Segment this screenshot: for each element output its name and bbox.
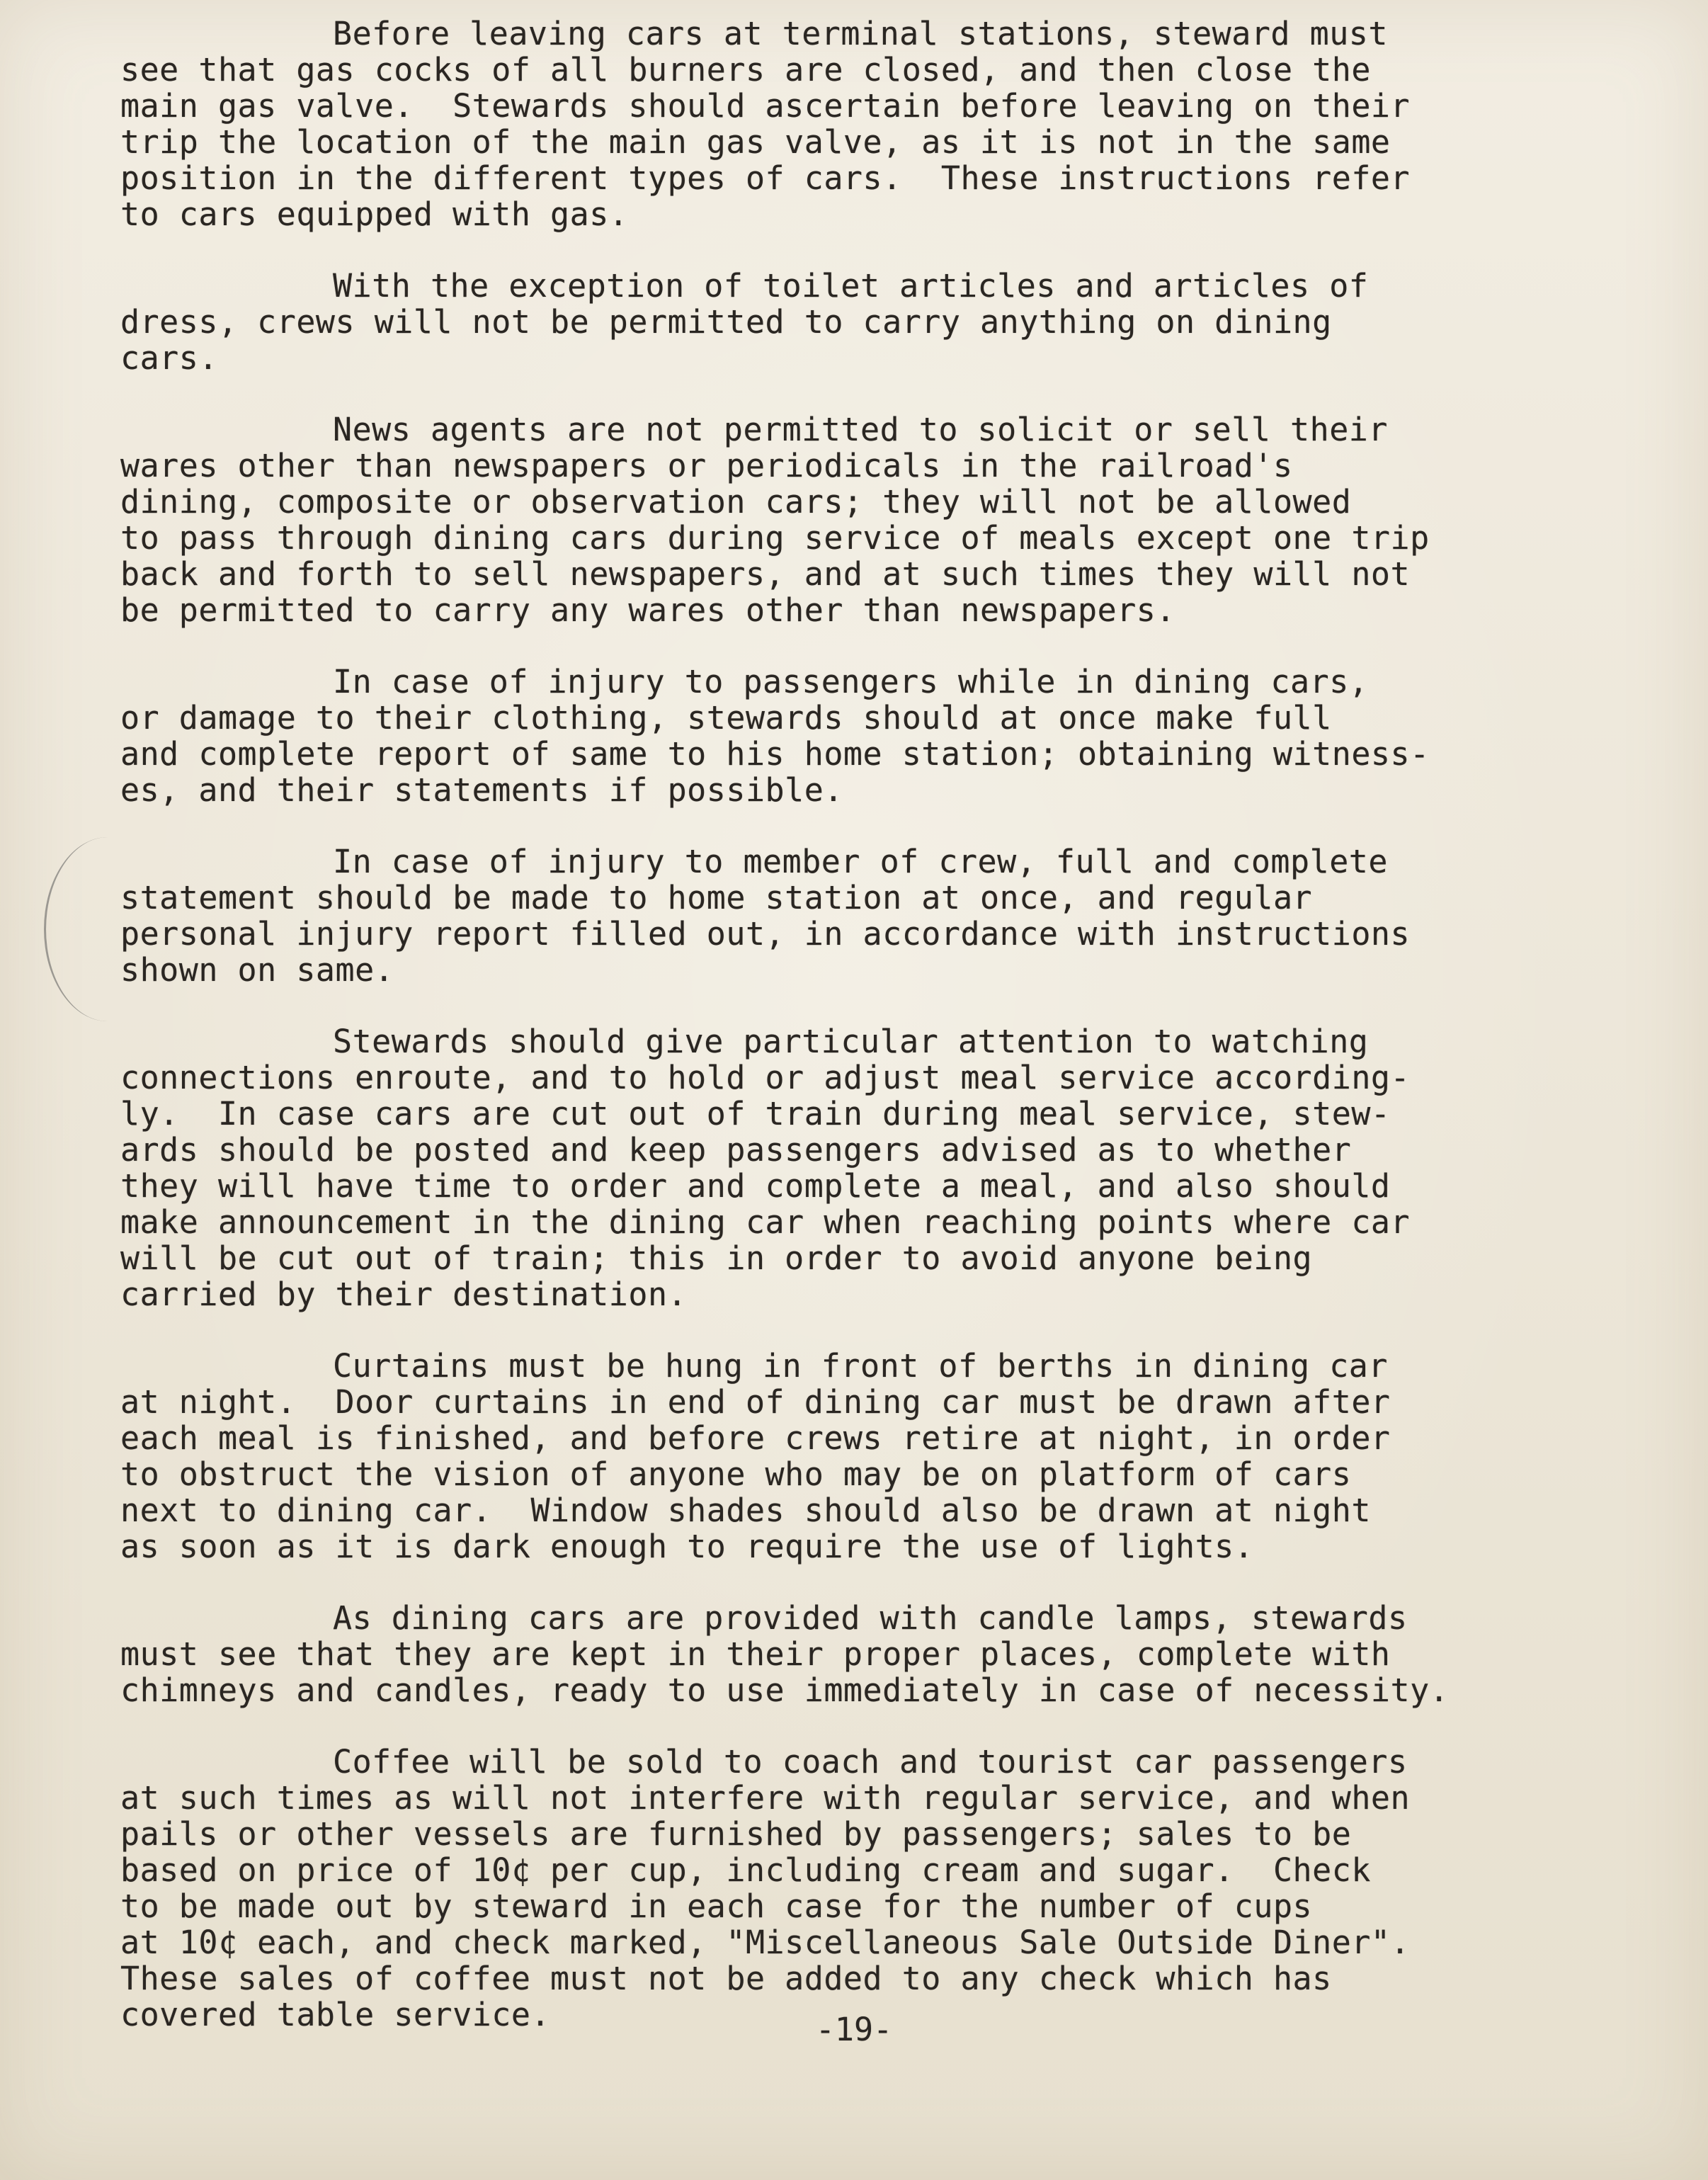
text-line: back and forth to sell newspapers, and at such times they will not — [120, 555, 1411, 593]
text-line: must see that they are kept in their proper places, complete with — [120, 1635, 1391, 1673]
text-line: Curtains must be hung in front of berths in dining car — [333, 1347, 1388, 1385]
paragraph-crew-articles — [120, 268, 1593, 376]
text-line: As dining cars are provided with candle lamps, stewards — [333, 1599, 1408, 1637]
text-line: pails or other vessels are furnished by passengers; sales to be — [120, 1815, 1352, 1853]
text-line: These sales of coffee must not be added to any check which has — [120, 1960, 1332, 1997]
text-line: cars. — [120, 339, 218, 377]
text-line: News agents are not permitted to solicit or sell their — [333, 411, 1388, 448]
page-number: -19- — [815, 2011, 893, 2048]
text-line: they will have time to order and complete a meal, and also should — [120, 1167, 1391, 1205]
text-line: at night. Door curtains in end of dining car must be drawn after — [120, 1383, 1391, 1421]
paragraph-passenger-injury — [120, 664, 1593, 808]
paragraph-coffee-sales — [120, 1744, 1593, 2033]
paragraph-connections — [120, 1023, 1593, 1312]
text-line: to pass through dining cars during service of meals except one trip — [120, 519, 1430, 557]
text-line: main gas valve. Stewards should ascertain before leaving on their — [120, 87, 1411, 125]
text-line: dress, crews will not be permitted to carry anything on dining — [120, 303, 1332, 341]
text-line: ly. In case cars are cut out of train during meal service, stew- — [120, 1095, 1391, 1132]
paragraph-gas-valves — [120, 16, 1593, 232]
text-line: at 10¢ each, and check marked, "Miscellaneous Sale Outside Diner". — [120, 1924, 1411, 1961]
text-line: carried by their destination. — [120, 1276, 688, 1313]
text-line: wares other than newspapers or periodicals in the railroad's — [120, 447, 1293, 484]
text-line: to obstruct the vision of anyone who may be on platform of cars — [120, 1455, 1352, 1493]
text-line: In case of injury to member of crew, full and complete — [333, 843, 1388, 880]
text-line: connections enroute, and to hold or adjust meal service according- — [120, 1059, 1411, 1096]
text-line: Stewards should give particular attention to watching — [333, 1023, 1369, 1060]
text-line: shown on same. — [120, 951, 394, 989]
text-line: to be made out by steward in each case for the number of cups — [120, 1887, 1313, 1925]
text-line: at such times as will not interfere with regular service, and when — [120, 1779, 1411, 1817]
text-line: as soon as it is dark enough to require the use of lights. — [120, 1528, 1254, 1565]
text-line: trip the location of the main gas valve, as it is not in the same — [120, 123, 1391, 161]
text-line: to cars equipped with gas. — [120, 195, 629, 233]
paragraph-candle-lamps — [120, 1600, 1593, 1708]
text-line: In case of injury to passengers while in dining cars, — [333, 663, 1369, 700]
text-line: Coffee will be sold to coach and tourist car passengers — [333, 1743, 1408, 1781]
text-line: With the exception of toilet articles and articles of — [333, 267, 1369, 305]
paragraph-curtains — [120, 1348, 1593, 1565]
pencil-bracket-mark — [44, 837, 110, 1021]
text-line: statement should be made to home station at once, and regular — [120, 879, 1313, 916]
text-line: covered table service. — [120, 1996, 551, 2033]
text-line: dining, composite or observation cars; they will not be allowed — [120, 483, 1352, 521]
text-line: each meal is finished, and before crews retire at night, in order — [120, 1419, 1391, 1457]
body-text — [120, 16, 1593, 2068]
text-line: and complete report of same to his home station; obtaining witness- — [120, 735, 1430, 773]
text-line: or damage to their clothing, stewards should at once make full — [120, 699, 1332, 737]
text-line: position in the different types of cars. These instructions refer — [120, 159, 1411, 197]
text-line: ards should be posted and keep passengers advised as to whether — [120, 1131, 1352, 1169]
text-line: chimneys and candles, ready to use immediately in case of necessity. — [120, 1671, 1450, 1709]
paragraph-crew-injury — [120, 844, 1593, 988]
text-line: will be cut out of train; this in order to avoid anyone being — [120, 1239, 1313, 1277]
text-line: es, and their statements if possible. — [120, 771, 843, 809]
text-line: personal injury report filled out, in accordance with instructions — [120, 915, 1411, 953]
text-line: based on price of 10¢ per cup, including cream and sugar. Check — [120, 1851, 1371, 1889]
text-line: be permitted to carry any wares other than newspapers. — [120, 591, 1175, 629]
text-line: see that gas cocks of all burners are closed, and then close the — [120, 51, 1371, 89]
text-line: next to dining car. Window shades should also be drawn at night — [120, 1492, 1371, 1529]
text-line: Before leaving cars at terminal stations, steward must — [333, 15, 1388, 52]
paragraph-news-agents — [120, 411, 1593, 628]
text-line: make announcement in the dining car when reaching points where car — [120, 1203, 1411, 1241]
